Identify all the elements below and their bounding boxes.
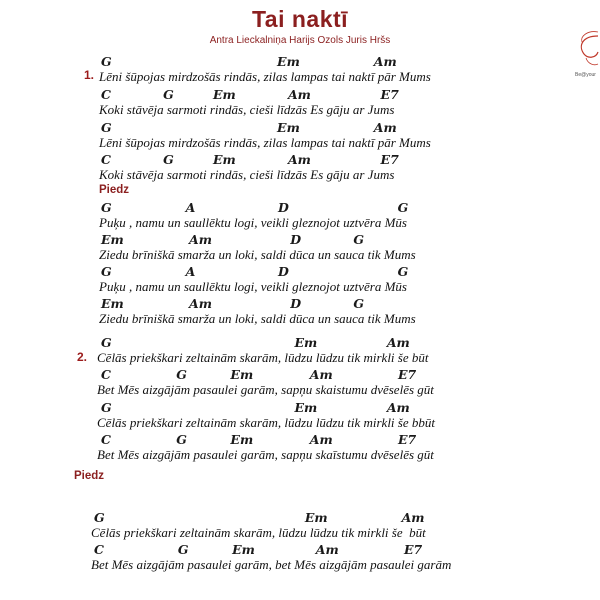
chord-line: G Em Am <box>101 400 410 415</box>
chord-line: G Em Am <box>101 54 397 69</box>
lyric-line: Bet Mēs aizgājām pasaulei garām, sapņu skaīstumu dvēselēs gūt <box>97 447 434 462</box>
verse-number-1: 1. <box>84 68 95 82</box>
lyric-line: Koki stāvēja sarmoti rindās, cieši līdzās Es gāju ar Jums <box>99 102 395 117</box>
lyric-line: Ziedu brīniškā smarža un loki, saldi dūca un sauca tik Mums <box>99 311 416 326</box>
chord-line: G Em Am <box>101 335 410 350</box>
lyric-line: Cēlās priekškari zeltainām skarām, lūdzu lūdzu tik mirkli še bbūt <box>97 415 435 430</box>
lyric-line: Cēlās priekškari zeltainām skarām, lūdzu lūdzu tik mirkli še būt <box>97 350 429 365</box>
chord-line: C G Em Am E7 <box>101 152 399 167</box>
lyric-line: Lēni šūpojas mirdzošās rindās, zilas lampas tai naktī pār Mums <box>99 69 431 84</box>
chord-line: Em Am D G <box>101 232 365 247</box>
lyric-line: Cēlās priekškari zeltainām skarām, lūdzu lūdzu tik mirkli še būt <box>91 525 426 540</box>
verse-number-2: 2. <box>77 350 88 364</box>
song-title: Tai naktī <box>251 6 349 32</box>
lyric-line: Bet Mēs aizgājām pasaulei garām, bet Mēs aizgājām pasaulei garām <box>91 557 452 572</box>
lyric-line: Bet Mēs aizgājām pasaulei garām, sapņu skaistumu dvēselēs gūt <box>97 382 434 397</box>
chord-line: C G Em Am E7 <box>101 367 417 382</box>
chord-line: G Em Am <box>94 510 425 525</box>
chord-line: Em Am D G <box>101 296 365 311</box>
lyric-line: Koki stāvēja sarmoti rindās, cieši līdzās Es gāju ar Jums <box>99 167 395 182</box>
song-authors: Antra Lieckalniņa Harijs Ozols Juris Hršs <box>209 35 391 46</box>
svg-text:Be@your: Be@your <box>575 72 596 78</box>
chord-line: C G Em Am E7 <box>101 432 417 447</box>
chord-line: G A D G <box>101 200 409 215</box>
refrain-label: Piedz <box>74 470 105 482</box>
chord-line: C G Em Am E7 <box>101 87 399 102</box>
chord-line: C G Em Am E7 <box>94 542 423 557</box>
lyric-line: Puķu , namu un saullēktu logi, veikli gleznojot uztvēra Mūs <box>99 215 407 230</box>
lyric-line: Lēni šūpojas mirdzošās rindās, zilas lampas tai naktī pār Mums <box>99 135 431 150</box>
lyric-line: Ziedu brīniškā smarža un loki, saldi dūca un sauca tik Mums <box>99 247 416 262</box>
lyric-line: Puķu , namu un saullēktu logi, veikli gleznojot uztvēra Mūs <box>99 279 407 294</box>
swirl-logo-icon <box>572 28 600 88</box>
chord-line: G A D G <box>101 264 409 279</box>
refrain-label: Piedz <box>99 184 130 196</box>
chord-line: G Em Am <box>101 120 397 135</box>
